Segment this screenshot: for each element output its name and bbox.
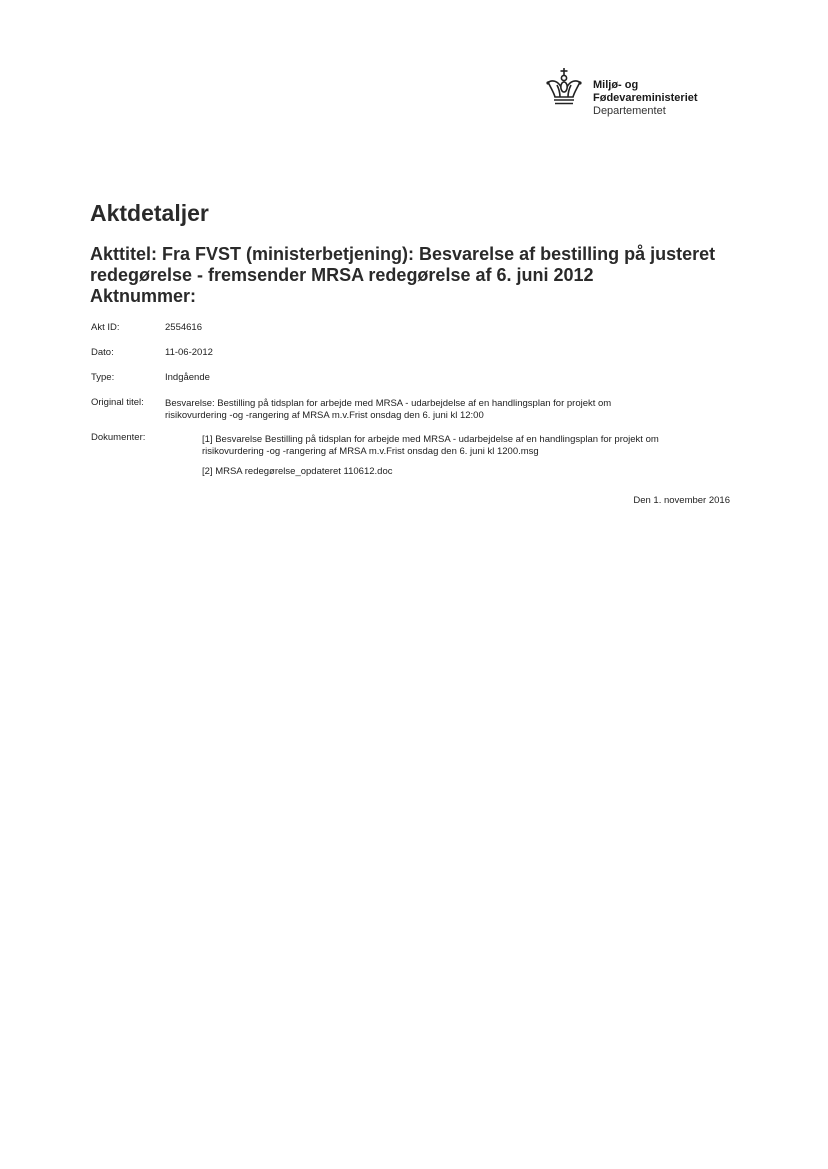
document-number-label: Aktnummer: [90,286,197,306]
org-department: Departementet [593,105,666,117]
crown-icon [543,67,585,107]
org-name-line1: Miljø- og [593,79,639,91]
original-title-value: Besvarelse: Bestilling på tidsplan for arbejde med MRSA - udarbejdelse af en handlingsplan for projekt om risikovurdering -og -rangering af MRSA m.v.Frist onsdag den 6. juni kl 12:00 [165,398,612,421]
document-item-2: [2] MRSA redegørelse_opdateret 110612.doc [202,466,393,477]
date-value: 11-06-2012 [165,347,213,358]
type-label: Type: [91,372,115,383]
documents-label: Dokumenter: [91,432,146,443]
akt-id-value: 2554616 [165,322,202,333]
footer-date: Den 1. november 2016 [633,495,730,506]
document-item-1: [1] Besvarelse Bestilling på tidsplan for arbejde med MRSA - udarbejdelse af en handlingsplan for projekt om risikovurdering -og -rangering af MRSA m.v.Frist onsdag den 6. juni kl 1200.msg [202,434,659,457]
ministry-logo [543,67,733,123]
original-title-label: Original titel: [91,397,144,408]
type-value: Indgående [165,372,210,383]
date-label: Dato: [91,347,114,358]
page-title: Aktdetaljer [90,200,209,226]
akt-id-label: Akt ID: [91,322,120,333]
org-name-line2: Fødevareministeriet [593,92,698,104]
document-title: Akttitel: Fra FVST (ministerbetjening): Besvarelse af bestilling på justeret redegørelse - fremsender MRSA redegørelse af 6. juni 2012 [90,244,716,285]
